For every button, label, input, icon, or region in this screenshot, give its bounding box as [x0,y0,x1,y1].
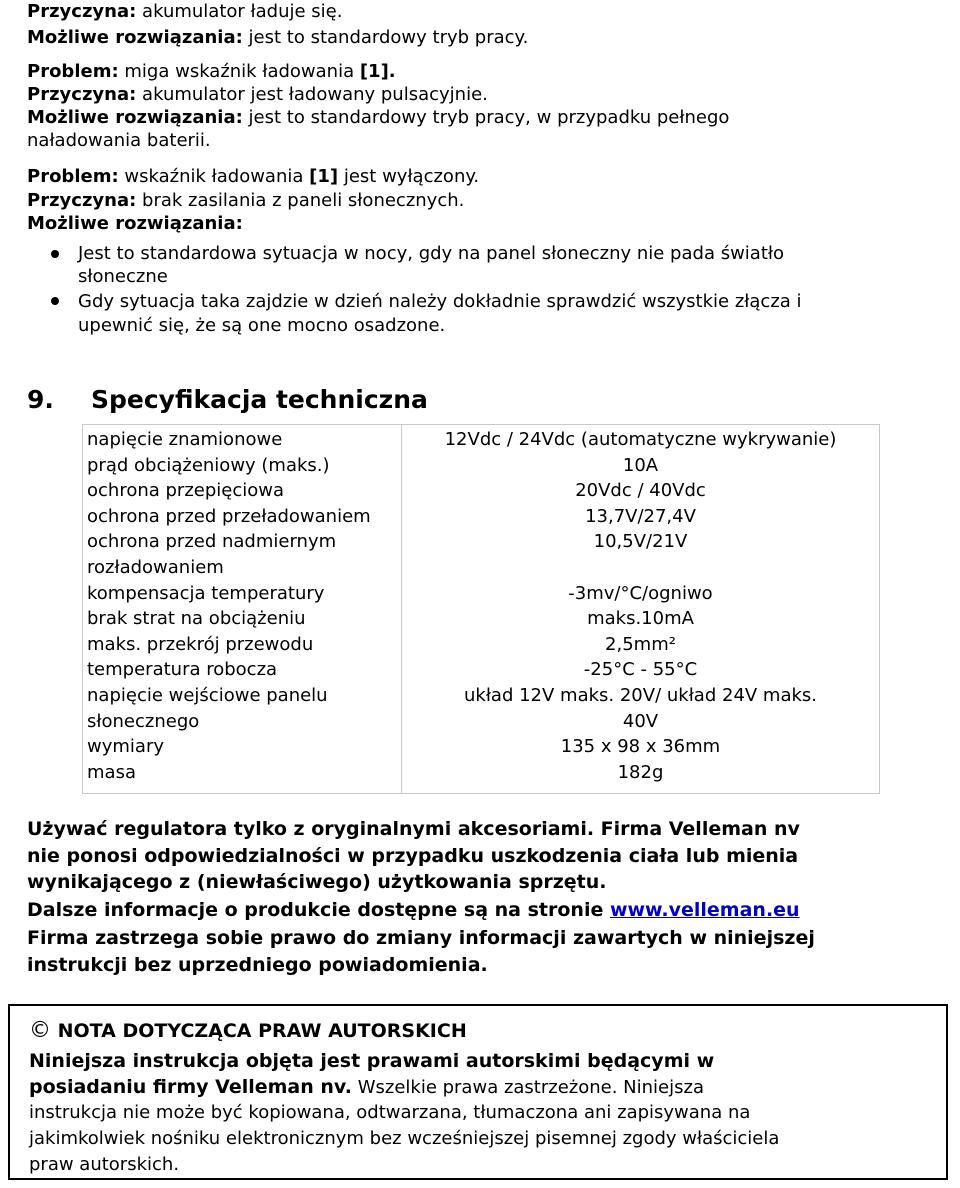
spec-table [82,424,880,794]
copyright-title-text: NOTA DOTYCZĄCA PRAW AUTORSKICH [51,1020,467,1042]
problem-line-3 [27,165,479,189]
copyright-line-3: instrukcja nie może być kopiowana, odtwarzana, tłumaczona ani zapisywana na [29,1102,751,1123]
bullet-1-line-1: Jest to standardowa sytuacja w nocy, gdy na panel słoneczny nie pada światło [78,243,785,264]
spec-key [83,657,402,683]
spec-key [83,581,402,607]
spec-value-line: -3mv/°C/ogniwo [568,582,713,604]
spec-value [402,606,880,632]
spec-value-line: maks.10mA [587,608,694,630]
notice-line-1: Używać regulatora tylko z oryginalnymi akcesoriami. Firma Velleman nv [27,818,800,840]
spec-value-line: 2,5mm² [605,633,676,655]
copyright-line-4: jakimkolwiek nośniku elektronicznym bez wcześniejszej pisemnej zgody właściciela [29,1128,780,1149]
spec-value-line: -25°C - 55°C [583,659,698,681]
spec-key-line: masa [87,761,136,783]
problem-ref: [1]. [359,61,396,82]
spec-value-line: 20Vdc / 40Vdc [575,480,706,502]
spec-value-line: układ 12V maks. 20V/ układ 24V maks. [463,684,818,706]
spec-key [83,760,402,794]
copyright-line-5: praw autorskich. [29,1154,180,1175]
website-link[interactable]: www.velleman.eu [609,899,800,921]
spec-key [83,425,402,453]
copyright-line-1: Niniejsza instrukcja objęta jest prawami autorskimi będącymi w [29,1050,715,1072]
cause-text: akumulator jest ładowany pulsacyjnie. [136,84,488,105]
solution-text: jest to standardowy tryb pracy. [242,27,529,48]
spec-value [402,453,880,479]
section-number: 9. [27,385,54,414]
spec-key [83,606,402,632]
spec-key-line: napięcie wejściowe panelu [87,684,328,706]
spec-value-line: 10A [622,454,659,476]
cause-label: Przyczyna: [27,190,137,211]
spec-key [83,453,402,479]
copyright-line-2 [29,1074,704,1101]
bullet-icon [51,250,59,258]
solution-line-2-cont: naładowania baterii. [27,130,211,151]
spec-value-line: 182g [617,761,664,783]
problem-text: miga wskaźnik ładowania [118,61,360,82]
spec-key-line: brak strat na obciążeniu [87,608,306,630]
cause-label: Przyczyna: [27,1,137,22]
cause-line-2 [27,83,488,107]
notice-line-6: instrukcji bez uprzedniego powiadomienia. [27,954,488,976]
spec-value [402,425,880,453]
spec-value [402,529,880,580]
notice-line-2: nie ponosi odpowiedzialności w przypadku uszkodzenia ciała lub mienia [27,845,799,867]
solution-line-2 [27,106,729,130]
solution-label: Możliwe rozwiązania: [27,107,243,128]
problem-ref: [1] [309,166,339,187]
section-title: Specyfikacja techniczna [91,385,428,414]
spec-key [83,529,402,580]
problem-tail: jest wyłączony. [338,166,480,187]
spec-key [83,632,402,658]
cause-text: brak zasilania z paneli słonecznych. [136,190,465,211]
solution-line-1 [27,26,528,50]
spec-value-line: 40V [622,710,659,732]
spec-row [83,632,880,658]
spec-row [83,657,880,683]
spec-key-line: napięcie znamionowe [87,429,283,450]
spec-key-line: maks. przekrój przewodu [87,633,314,655]
copyright-owner: posiadaniu firmy Velleman nv. [29,1076,352,1098]
spec-value [402,657,880,683]
spec-key-line: ochrona przed nadmiernym [87,531,337,553]
bullet-1-line-2: słoneczne [78,266,168,287]
problem-label: Problem: [27,61,119,82]
spec-key [83,478,402,504]
spec-row [83,529,880,580]
spec-key-line: ochrona przepięciowa [87,480,285,502]
problem-text: wskaźnik ładowania [118,166,310,187]
solution-label-3: Możliwe rozwiązania: [27,213,243,234]
spec-value-line: 10,5V/21V [593,531,688,553]
spec-value [402,683,880,734]
spec-value-line: 135 x 98 x 36mm [560,736,721,758]
spec-value [402,478,880,504]
spec-value-line: 12Vdc / 24Vdc (automatyczne wykrywanie) [444,429,837,450]
spec-key-line: rozładowaniem [87,556,224,578]
section-heading [27,385,428,414]
spec-value [402,632,880,658]
notice-line-4 [27,897,800,925]
spec-row [83,734,880,760]
spec-value [402,760,880,794]
spec-row [83,683,880,734]
notice-line-5: Firma zastrzega sobie prawo do zmiany informacji zawartych w niniejszej [27,927,815,949]
spec-key-line: kompensacja temperatury [87,582,325,604]
bullet-2-line-1: Gdy sytuacja taka zajdzie w dzień należy dokładnie sprawdzić wszystkie złącza i [78,291,802,312]
copyright-box [8,1004,948,1180]
spec-row [83,478,880,504]
spec-row [83,581,880,607]
spec-key-line: słonecznego [87,710,200,732]
spec-row [83,425,880,453]
copyright-icon: © [29,1018,51,1043]
bullet-2-line-2: upewnić się, że są one mocno osadzone. [78,315,446,336]
notice-line-3: wynikającego z (niewłaściwego) użytkowania sprzętu. [27,871,607,893]
cause-label: Przyczyna: [27,84,137,105]
bullet-icon [51,297,59,305]
spec-key [83,683,402,734]
copyright-title [29,1018,467,1044]
cause-line-1 [27,0,342,24]
spec-value-line: 13,7V/27,4V [585,505,696,527]
copyright-rights: Wszelkie prawa zastrzeżone. Niniejsza [351,1077,704,1098]
spec-key-line: ochrona przed przeładowaniem [87,505,371,527]
spec-key [83,734,402,760]
cause-text: akumulator ładuje się. [136,1,343,22]
spec-row [83,453,880,479]
spec-key-line: prąd obciążeniowy (maks.) [87,454,330,476]
solution-text: jest to standardowy tryb pracy, w przypadku pełnego [242,107,730,128]
spec-row [83,606,880,632]
problem-line-2 [27,60,396,84]
cause-line-3 [27,189,464,213]
notice-info-text: Dalsze informacje o produkcie dostępne są na stronie [27,899,610,921]
spec-row [83,504,880,530]
solution-label: Możliwe rozwiązania: [27,27,243,48]
spec-value [402,581,880,607]
problem-label: Problem: [27,166,119,187]
spec-key [83,504,402,530]
spec-value [402,734,880,760]
spec-value [402,504,880,530]
spec-key-line: wymiary [87,736,164,758]
spec-key-line: temperatura robocza [87,659,278,681]
spec-row [83,760,880,794]
